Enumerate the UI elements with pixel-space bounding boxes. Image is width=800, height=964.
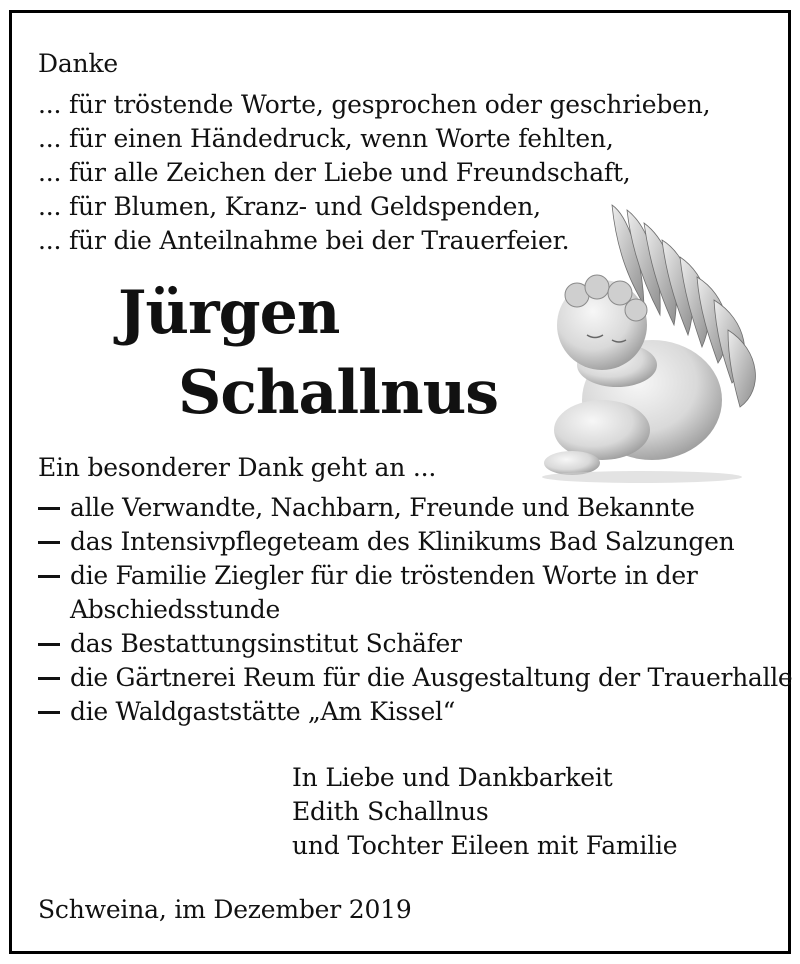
- list-item-text: die Familie Ziegler für die tröstenden Worte in der: [70, 561, 698, 590]
- obituary-card: [9, 10, 791, 954]
- list-item: [38, 525, 792, 559]
- place-date: Schweina, im Dezember 2019: [38, 895, 412, 924]
- thanks-line: ... für einen Händedruck, wenn Worte fehlten,: [38, 124, 614, 153]
- signature-line: Edith Schallnus: [292, 797, 489, 826]
- greeting: Danke: [38, 49, 118, 78]
- signature-line: und Tochter Eileen mit Familie: [292, 831, 678, 860]
- thanks-line: ... für tröstende Worte, gesprochen oder geschrieben,: [38, 90, 711, 119]
- angel-figure-icon: [532, 195, 772, 485]
- deceased-first-name: Jürgen: [118, 278, 340, 348]
- list-item-continuation: Abschiedsstunde: [70, 595, 280, 624]
- thanks-line: ... für Blumen, Kranz- und Geldspenden,: [38, 192, 541, 221]
- deceased-last-name: Schallnus: [178, 358, 498, 428]
- list-item-text: die Gärtnerei Reum für die Ausgestaltung der Trauerhalle: [70, 663, 793, 692]
- thanks-line: ... für die Anteilnahme bei der Trauerfeier.: [38, 226, 570, 255]
- list-item: [38, 695, 792, 729]
- list-item-text: alle Verwandte, Nachbarn, Freunde und Bekannte: [70, 493, 695, 522]
- list-item-text: das Bestattungsinstitut Schäfer: [70, 629, 462, 658]
- list-item: [38, 661, 792, 695]
- signature-block: [292, 761, 677, 863]
- special-thanks-intro: Ein besonderer Dank geht an ...: [38, 453, 437, 482]
- list-item-text: das Intensivpflegeteam des Klinikums Bad Salzungen: [70, 527, 735, 556]
- list-item: [38, 627, 792, 661]
- special-thanks-list: [38, 491, 792, 729]
- list-item: [38, 491, 792, 525]
- thanks-line: ... für alle Zeichen der Liebe und Freundschaft,: [38, 158, 631, 187]
- list-item-text: die Waldgaststätte „Am Kissel“: [70, 697, 456, 726]
- list-item: [38, 559, 792, 627]
- signature-line: In Liebe und Dankbarkeit: [292, 763, 613, 792]
